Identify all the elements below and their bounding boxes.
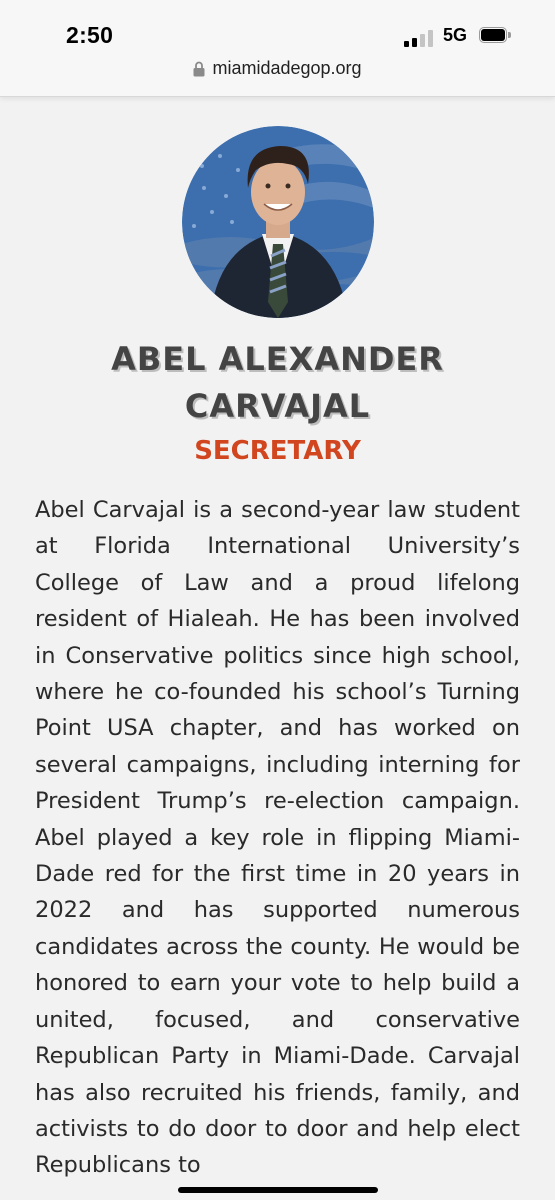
candidate-bio: Abel Carvajal is a second-year law student at Florida International University’s College of Law and a proud lifelong resident of Hialeah. He has been involved in Conservative politics since high school, where he co-founded his school’s Turning Point USA chapter, and has worked on several campaigns, including interning for President Trump’s re-election campaign. Abel played a key role in flipping Miami-Dade red for the first time in 20 years in 2022 and has supported numerous candidates across the county. He would be honored to earn your vote to help build a united, focused, and conservative Republican Party in Miami-Dade. Carvajal has also recruited his friends, family, and activists to do door to door and help elect Republicans to: [35, 497, 520, 1179]
network-type: 5G: [443, 25, 468, 45]
browser-top-bar: [0, 0, 555, 97]
cellular-signal-icon: [404, 29, 436, 47]
candidate-position: SECRETARY: [194, 436, 361, 466]
lock-icon: [193, 61, 205, 77]
status-time: 2:50: [66, 22, 114, 48]
url-text: miamidadegop.org: [212, 58, 362, 78]
home-indicator[interactable]: [178, 1187, 378, 1193]
profile-photo: [182, 126, 374, 318]
battery-icon: [479, 27, 511, 45]
candidate-name-first: ABEL ALEXANDER: [111, 340, 444, 378]
address-bar[interactable]: [0, 58, 555, 88]
candidate-name-last: CARVAJAL: [184, 387, 371, 425]
